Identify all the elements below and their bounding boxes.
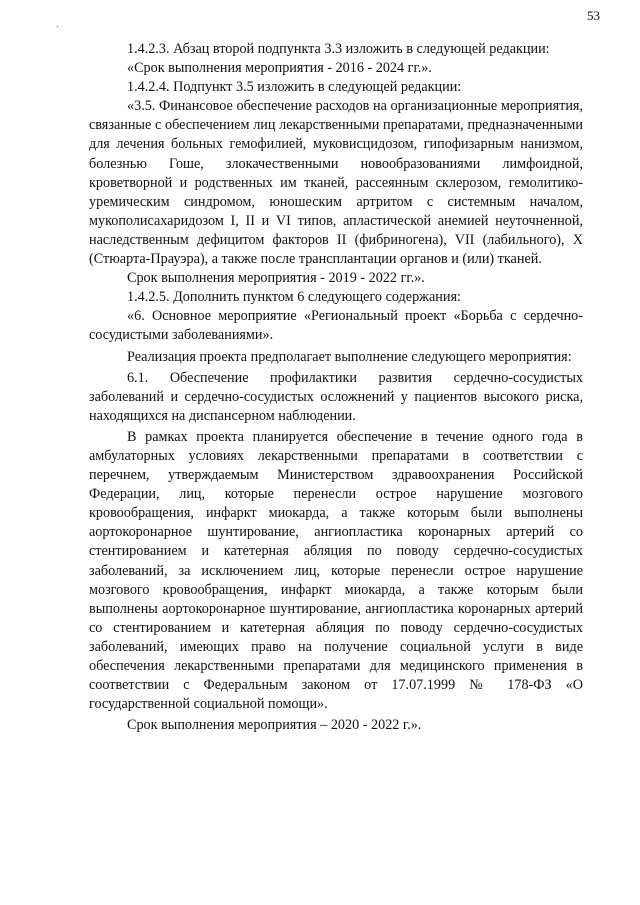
paragraph-implementation: Реализация проекта предполагает выполнение следующего мероприятия: — [127, 348, 572, 365]
paragraph-6: «6. Основное мероприятие «Региональный проект «Борьба с сердечно-сосудистыми заболеваниями». — [89, 308, 583, 344]
margin-mark: ˎ — [56, 17, 60, 28]
document-body — [89, 40, 583, 735]
paragraph-deadline-2019: Срок выполнения мероприятия - 2019 - 2022 гг.». — [127, 270, 425, 287]
paragraph-6-1: 6.1. Обеспечение профилактики развития сердечно-сосудистых заболеваний и сердечно-сосудистых осложнений у пациентов высокого риска, находящихся на диспансерном наблюдении. — [89, 369, 583, 424]
paragraph-1-4-2-5: 1.4.2.5. Дополнить пунктом 6 следующего содержания: — [127, 289, 461, 306]
paragraph-deadline-2016: «Срок выполнения мероприятия - 2016 - 2024 гг.». — [127, 60, 432, 77]
paragraph-1-4-2-4: 1.4.2.4. Подпункт 3.5 изложить в следующей редакции: — [127, 79, 462, 96]
paragraph-project-scope: В рамках проекта планируется обеспечение в течение одного года в амбулаторных условиях лекарственными препаратами в соответствии с перечнем, утверждаемым Министерством здравоохранения Российской Федерации, лиц, которые перенесли острое нарушение мозгового кровообращения, инфаркт миокарда, а также которым были выполнены аортокоронарное шунтирование, ангиопластика коронарных артерий со стентированием и катетерная абляция по поводу сердечно-сосудистых заболеваний, за исключением лиц, которые перенесли острое нарушение мозгового кровообращения, инфаркт миокарда, а также которым были выполнены аортокоронарное шунтирование, ангиопластика коронарных артерий со стентированием и катетерная абляция по поводу сердечно-сосудистых заболеваний, имеющих право на получение социальной услуги в виде обеспечения лекарственными препаратами для медицинского применения в соответствии с Федеральным законом от 17.07.1999 № 178-ФЗ «О государственной социальной помощи». — [89, 428, 583, 713]
paragraph-3-5: «3.5. Финансовое обеспечение расходов на организационные мероприятия, связанные с обеспечением лиц лекарственными препаратами, предназначенными для лечения больных гемофилией, муковисцидозом, гипофизарным нанизмом, болезнью Гоше, злокачественными новообразованиями лимфоидной, кроветворной и родственных им тканей, рассеянным склерозом, гемолитико-уремическим синдромом, юношеским артритом с системным началом, мукополисахаридозом I, II и VI типов, апластической анемией неуточненной, наследственным дефицитом факторов II (фибриногена), VII (лабильного), X (Стюарта-Прауэра), а также после трансплантации органов и (или) тканей. — [89, 98, 583, 268]
page-number: 53 — [587, 8, 600, 23]
paragraph-deadline-2020: Срок выполнения мероприятия – 2020 - 2022 г.». — [127, 717, 422, 734]
paragraph-1-4-2-3: 1.4.2.3. Абзац второй подпункта 3.3 изложить в следующей редакции: — [127, 41, 550, 57]
